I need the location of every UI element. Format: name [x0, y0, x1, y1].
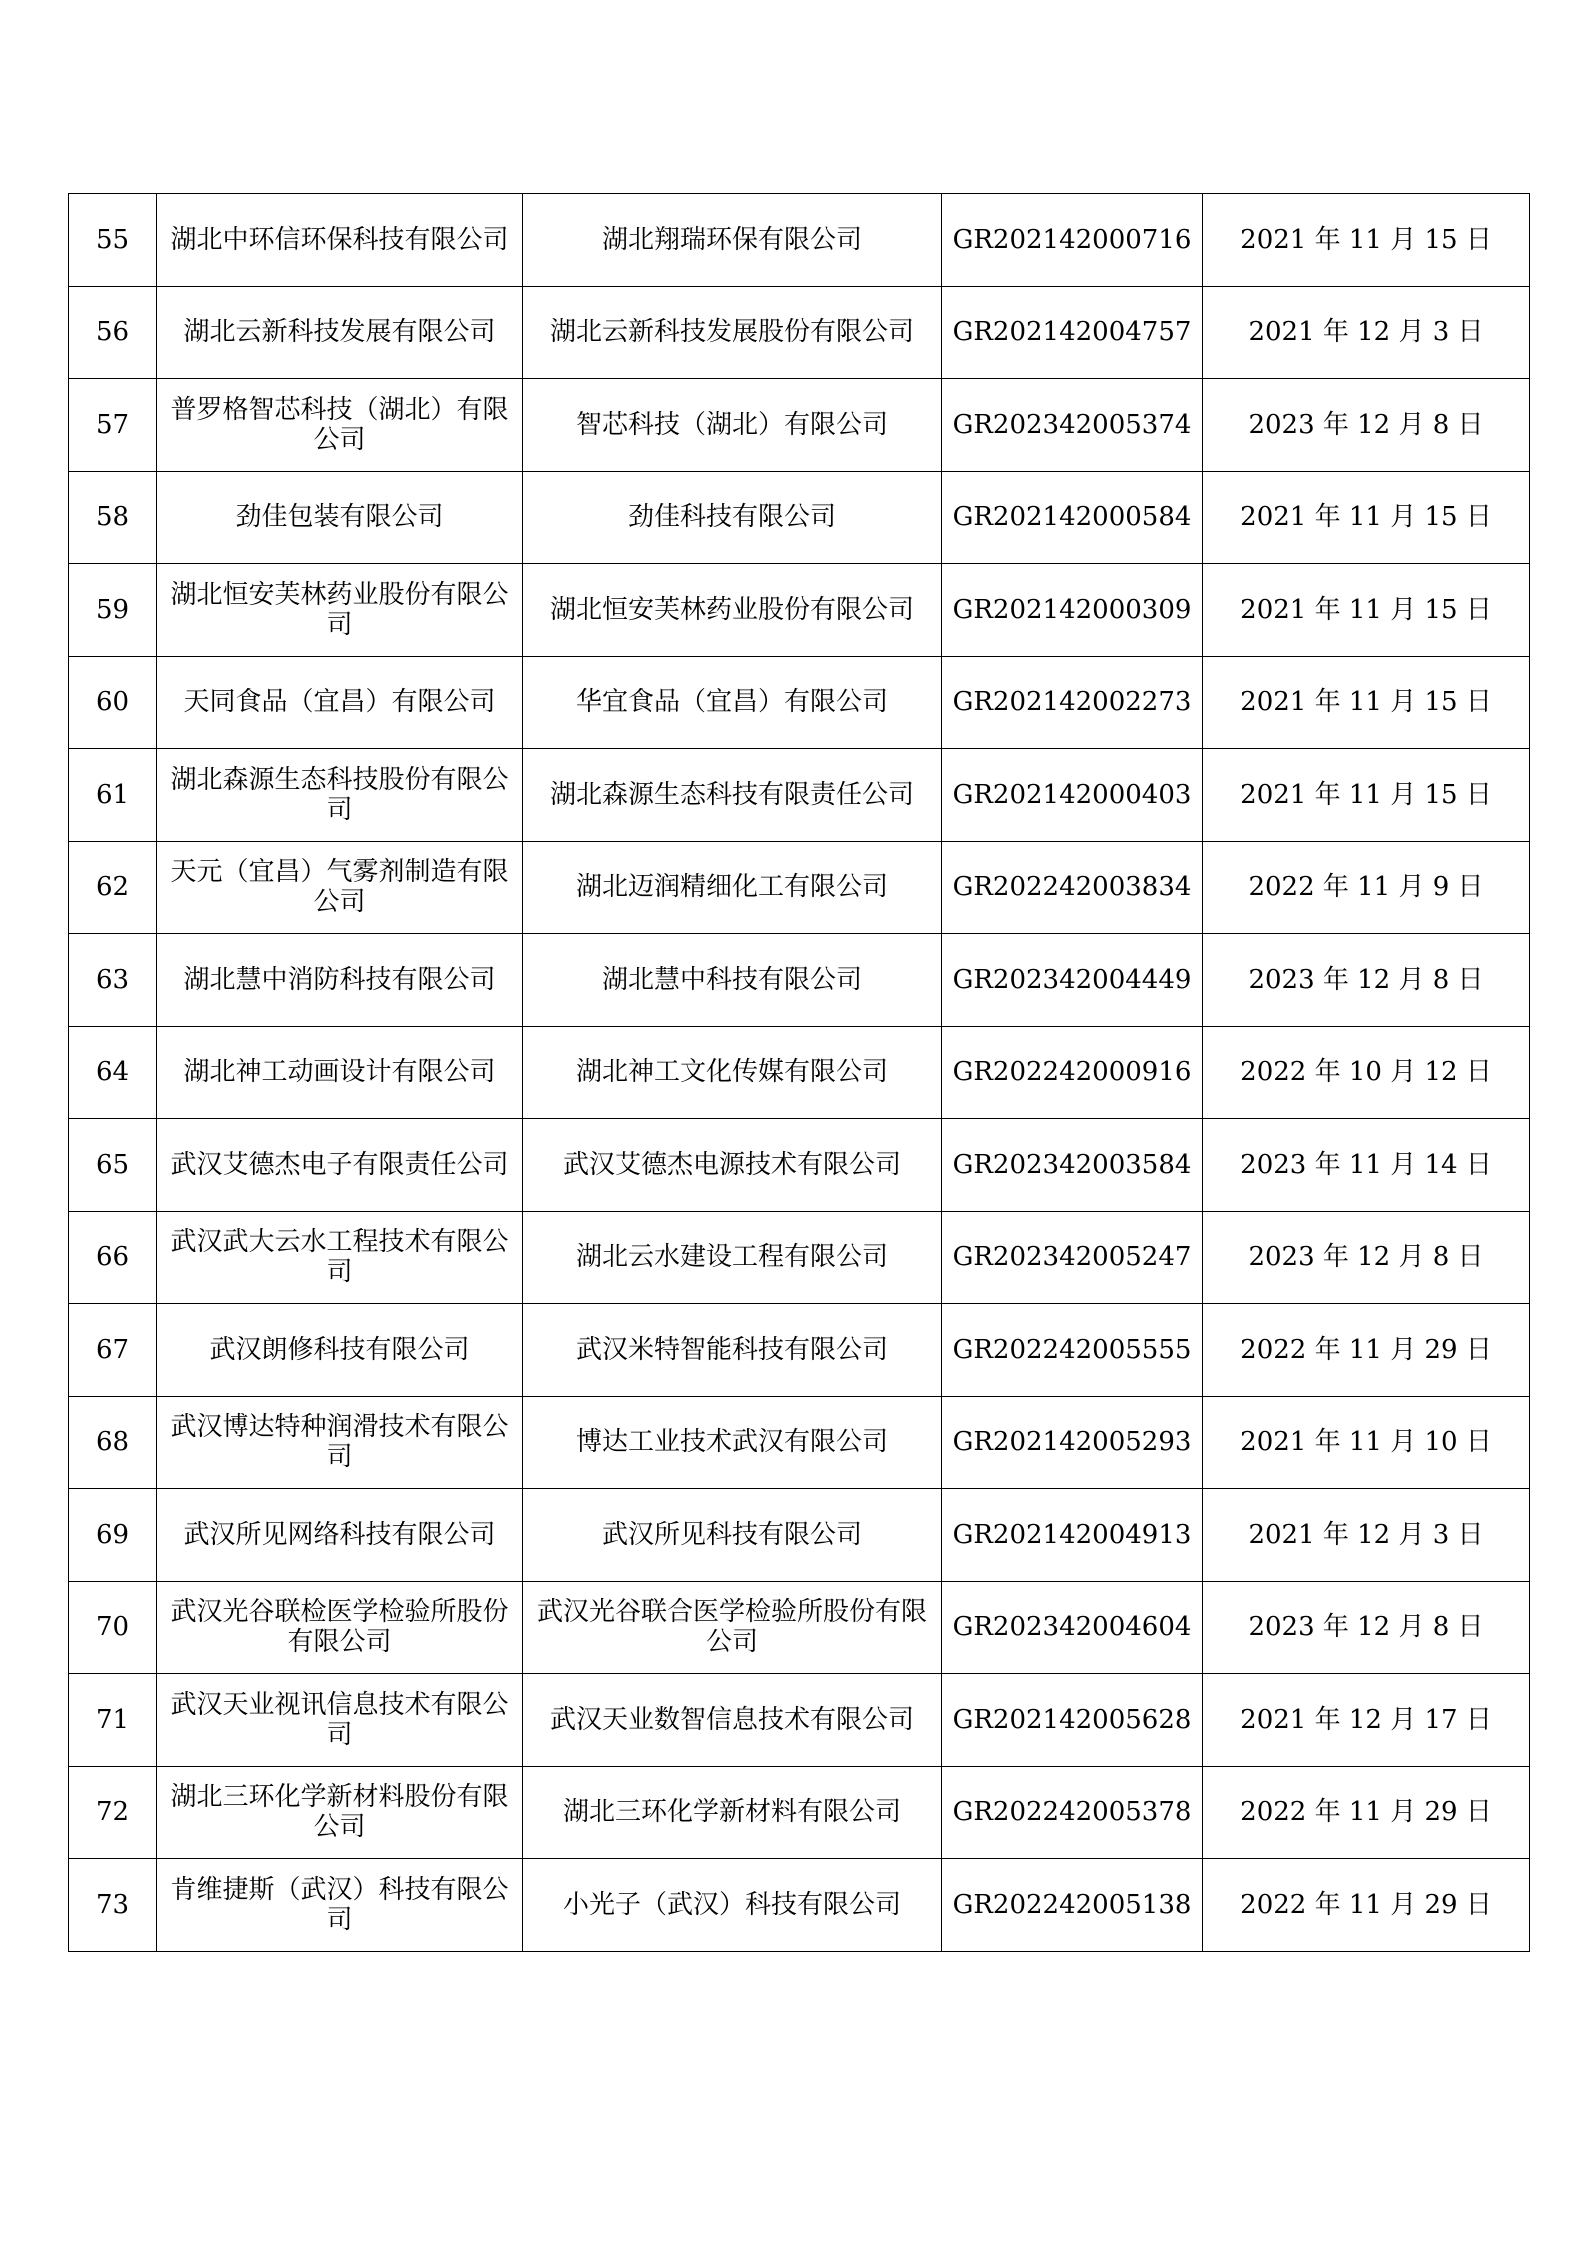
table-row [69, 1766, 1530, 1859]
original-company-name-cell: 湖北云新科技发展有限公司 [157, 286, 523, 379]
issue-date-cell: 2021 年 12 月 3 日 [1203, 286, 1530, 379]
issue-date-cell: 2023 年 12 月 8 日 [1203, 1581, 1530, 1674]
issue-date-cell: 2021 年 11 月 15 日 [1203, 749, 1530, 842]
new-company-name-cell: 武汉艾德杰电源技术有限公司 [523, 1119, 942, 1212]
issue-date-cell: 2021 年 11 月 15 日 [1203, 471, 1530, 564]
issue-date-cell: 2021 年 12 月 3 日 [1203, 1489, 1530, 1582]
new-company-name-cell: 湖北恒安芙林药业股份有限公司 [523, 564, 942, 657]
original-company-name-cell: 湖北慧中消防科技有限公司 [157, 934, 523, 1027]
issue-date-cell: 2021 年 11 月 10 日 [1203, 1396, 1530, 1489]
certificate-number-cell: GR202142005293 [942, 1396, 1203, 1489]
row-number-cell: 61 [69, 749, 157, 842]
original-company-name-cell: 肯维捷斯（武汉）科技有限公司 [157, 1859, 523, 1952]
new-company-name-cell: 湖北云水建设工程有限公司 [523, 1211, 942, 1304]
certificate-number-cell: GR202342005247 [942, 1211, 1203, 1304]
row-number-cell: 67 [69, 1304, 157, 1397]
table-row [69, 1026, 1530, 1119]
original-company-name-cell: 武汉艾德杰电子有限责任公司 [157, 1119, 523, 1212]
row-number-cell: 65 [69, 1119, 157, 1212]
new-company-name-cell: 智芯科技（湖北）有限公司 [523, 379, 942, 472]
row-number-cell: 70 [69, 1581, 157, 1674]
row-number-cell: 57 [69, 379, 157, 472]
table-row [69, 564, 1530, 657]
new-company-name-cell: 湖北慧中科技有限公司 [523, 934, 942, 1027]
new-company-name-cell: 湖北翔瑞环保有限公司 [523, 194, 942, 287]
new-company-name-cell: 博达工业技术武汉有限公司 [523, 1396, 942, 1489]
row-number-cell: 64 [69, 1026, 157, 1119]
company-rename-table [68, 193, 1530, 1952]
certificate-number-cell: GR202142002273 [942, 656, 1203, 749]
issue-date-cell: 2022 年 11 月 29 日 [1203, 1304, 1530, 1397]
row-number-cell: 68 [69, 1396, 157, 1489]
original-company-name-cell: 武汉光谷联检医学检验所股份有限公司 [157, 1581, 523, 1674]
issue-date-cell: 2023 年 12 月 8 日 [1203, 934, 1530, 1027]
new-company-name-cell: 劲佳科技有限公司 [523, 471, 942, 564]
new-company-name-cell: 湖北三环化学新材料有限公司 [523, 1766, 942, 1859]
table-row [69, 934, 1530, 1027]
table-row [69, 656, 1530, 749]
new-company-name-cell: 湖北云新科技发展股份有限公司 [523, 286, 942, 379]
table-row [69, 841, 1530, 934]
new-company-name-cell: 武汉米特智能科技有限公司 [523, 1304, 942, 1397]
table-row [69, 1489, 1530, 1582]
original-company-name-cell: 武汉博达特种润滑技术有限公司 [157, 1396, 523, 1489]
certificate-number-cell: GR202242005138 [942, 1859, 1203, 1952]
row-number-cell: 58 [69, 471, 157, 564]
table-row [69, 1674, 1530, 1767]
certificate-number-cell: GR202142000309 [942, 564, 1203, 657]
new-company-name-cell: 武汉天业数智信息技术有限公司 [523, 1674, 942, 1767]
row-number-cell: 55 [69, 194, 157, 287]
row-number-cell: 56 [69, 286, 157, 379]
row-number-cell: 66 [69, 1211, 157, 1304]
new-company-name-cell: 华宜食品（宜昌）有限公司 [523, 656, 942, 749]
new-company-name-cell: 湖北森源生态科技有限责任公司 [523, 749, 942, 842]
original-company-name-cell: 武汉朗修科技有限公司 [157, 1304, 523, 1397]
certificate-number-cell: GR202142000403 [942, 749, 1203, 842]
new-company-name-cell: 湖北神工文化传媒有限公司 [523, 1026, 942, 1119]
table-row [69, 1304, 1530, 1397]
table-row [69, 1581, 1530, 1674]
table-row [69, 1859, 1530, 1952]
issue-date-cell: 2023 年 12 月 8 日 [1203, 1211, 1530, 1304]
certificate-number-cell: GR202242005555 [942, 1304, 1203, 1397]
table-row [69, 471, 1530, 564]
issue-date-cell: 2022 年 11 月 29 日 [1203, 1766, 1530, 1859]
table-row [69, 379, 1530, 472]
new-company-name-cell: 小光子（武汉）科技有限公司 [523, 1859, 942, 1952]
issue-date-cell: 2021 年 11 月 15 日 [1203, 194, 1530, 287]
issue-date-cell: 2022 年 11 月 9 日 [1203, 841, 1530, 934]
original-company-name-cell: 天同食品（宜昌）有限公司 [157, 656, 523, 749]
table-row [69, 286, 1530, 379]
original-company-name-cell: 湖北森源生态科技股份有限公司 [157, 749, 523, 842]
table-row [69, 1211, 1530, 1304]
table-row [69, 1396, 1530, 1489]
original-company-name-cell: 劲佳包装有限公司 [157, 471, 523, 564]
new-company-name-cell: 武汉光谷联合医学检验所股份有限公司 [523, 1581, 942, 1674]
original-company-name-cell: 普罗格智芯科技（湖北）有限公司 [157, 379, 523, 472]
row-number-cell: 59 [69, 564, 157, 657]
row-number-cell: 73 [69, 1859, 157, 1952]
certificate-number-cell: GR202142005628 [942, 1674, 1203, 1767]
original-company-name-cell: 天元（宜昌）气雾剂制造有限公司 [157, 841, 523, 934]
original-company-name-cell: 湖北三环化学新材料股份有限公司 [157, 1766, 523, 1859]
issue-date-cell: 2021 年 11 月 15 日 [1203, 564, 1530, 657]
issue-date-cell: 2022 年 11 月 29 日 [1203, 1859, 1530, 1952]
certificate-number-cell: GR202342003584 [942, 1119, 1203, 1212]
issue-date-cell: 2022 年 10 月 12 日 [1203, 1026, 1530, 1119]
table-body [69, 194, 1530, 1952]
certificate-number-cell: GR202142000584 [942, 471, 1203, 564]
new-company-name-cell: 湖北迈润精细化工有限公司 [523, 841, 942, 934]
original-company-name-cell: 武汉所见网络科技有限公司 [157, 1489, 523, 1582]
new-company-name-cell: 武汉所见科技有限公司 [523, 1489, 942, 1582]
issue-date-cell: 2023 年 12 月 8 日 [1203, 379, 1530, 472]
row-number-cell: 71 [69, 1674, 157, 1767]
row-number-cell: 60 [69, 656, 157, 749]
issue-date-cell: 2021 年 12 月 17 日 [1203, 1674, 1530, 1767]
certificate-number-cell: GR202342004604 [942, 1581, 1203, 1674]
certificate-number-cell: GR202242003834 [942, 841, 1203, 934]
row-number-cell: 69 [69, 1489, 157, 1582]
certificate-number-cell: GR202142000716 [942, 194, 1203, 287]
certificate-number-cell: GR202142004757 [942, 286, 1203, 379]
table-row [69, 194, 1530, 287]
issue-date-cell: 2023 年 11 月 14 日 [1203, 1119, 1530, 1212]
row-number-cell: 63 [69, 934, 157, 1027]
original-company-name-cell: 湖北中环信环保科技有限公司 [157, 194, 523, 287]
original-company-name-cell: 武汉天业视讯信息技术有限公司 [157, 1674, 523, 1767]
table-row [69, 1119, 1530, 1212]
certificate-number-cell: GR202342004449 [942, 934, 1203, 1027]
row-number-cell: 72 [69, 1766, 157, 1859]
certificate-number-cell: GR202342005374 [942, 379, 1203, 472]
original-company-name-cell: 湖北神工动画设计有限公司 [157, 1026, 523, 1119]
certificate-number-cell: GR202142004913 [942, 1489, 1203, 1582]
row-number-cell: 62 [69, 841, 157, 934]
issue-date-cell: 2021 年 11 月 15 日 [1203, 656, 1530, 749]
original-company-name-cell: 武汉武大云水工程技术有限公司 [157, 1211, 523, 1304]
certificate-number-cell: GR202242000916 [942, 1026, 1203, 1119]
table-row [69, 749, 1530, 842]
original-company-name-cell: 湖北恒安芙林药业股份有限公司 [157, 564, 523, 657]
certificate-number-cell: GR202242005378 [942, 1766, 1203, 1859]
